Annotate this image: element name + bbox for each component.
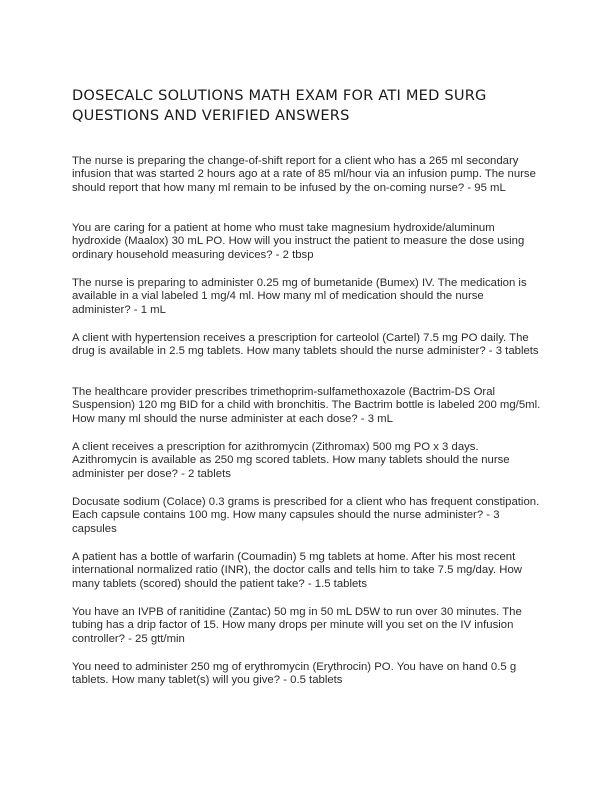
question-1: The nurse is preparing the change-of-shift report for a client who has a 265 ml secondary infusion that was started 2 hours ago at a rate of 85 ml/hour via an infusion pump. The nurse should report that how many ml remain to be infused by the on-coming nurse? - 95 mL	[72, 155, 536, 194]
title-line-2: QUESTIONS AND VERIFIED ANSWERS	[72, 107, 350, 124]
question-5: The healthcare provider prescribes trimethoprim-sulfamethoxazole (Bactrim-DS Oral Suspension) 120 mg BID for a child with bronchitis. The Bactrim bottle is labeled 200 mg/5ml. How many ml should the nurse administer at each dose? - 3 mL	[72, 386, 541, 425]
question-2: You are caring for a patient at home who must take magnesium hydroxide/aluminum hydroxide (Maalox) 30 mL PO. How will you instruct the patient to measure the dose using ordinary household measuring devices? - 2 tbsp	[72, 222, 525, 261]
question-9: You have an IVPB of ranitidine (Zantac) 50 mg in 50 mL D5W to run over 30 minutes. The tubing has a drip factor of 15. How many drops per minute will you set on the IV infusion controller? - 25 gtt/min	[72, 606, 522, 645]
question-3: The nurse is preparing to administer 0.25 mg of bumetanide (Bumex) IV. The medication is available in a vial labeled 1 mg/4 ml. How many ml of medication should the nurse administer? - 1 mL	[72, 277, 527, 316]
document-title	[72, 86, 512, 126]
question-4: A client with hypertension receives a prescription for carteolol (Cartel) 7.5 mg PO daily. The drug is available in 2.5 mg tablets. How many tablets should the nurse administer? - 3 tablets	[72, 332, 539, 358]
question-8: A patient has a bottle of warfarin (Coumadin) 5 mg tablets at home. After his most recent international normalized ratio (INR), the doctor calls and tells him to take 7.5 mg/day. How many tablets (scored) should the patient take? - 1.5 tablets	[72, 551, 522, 590]
title-line-1: DOSECALC SOLUTIONS MATH EXAM FOR ATI MED SURG	[72, 87, 487, 104]
question-6: A client receives a prescription for azithromycin (Zithromax) 500 mg PO x 3 days. Azithromycin is available as 250 mg scored tablets. How many tablets should the nurse administer per dose? - 2 tablets	[72, 441, 510, 480]
question-10: You need to administer 250 mg of erythromycin (Erythrocin) PO. You have on hand 0.5 g tablets. How many tablet(s) will you give? - 0.5 tablets	[72, 661, 517, 687]
question-7: Docusate sodium (Colace) 0.3 grams is prescribed for a client who has frequent constipation. Each capsule contains 100 mg. How many capsules should the nurse administer? - 3 capsules	[72, 496, 540, 535]
